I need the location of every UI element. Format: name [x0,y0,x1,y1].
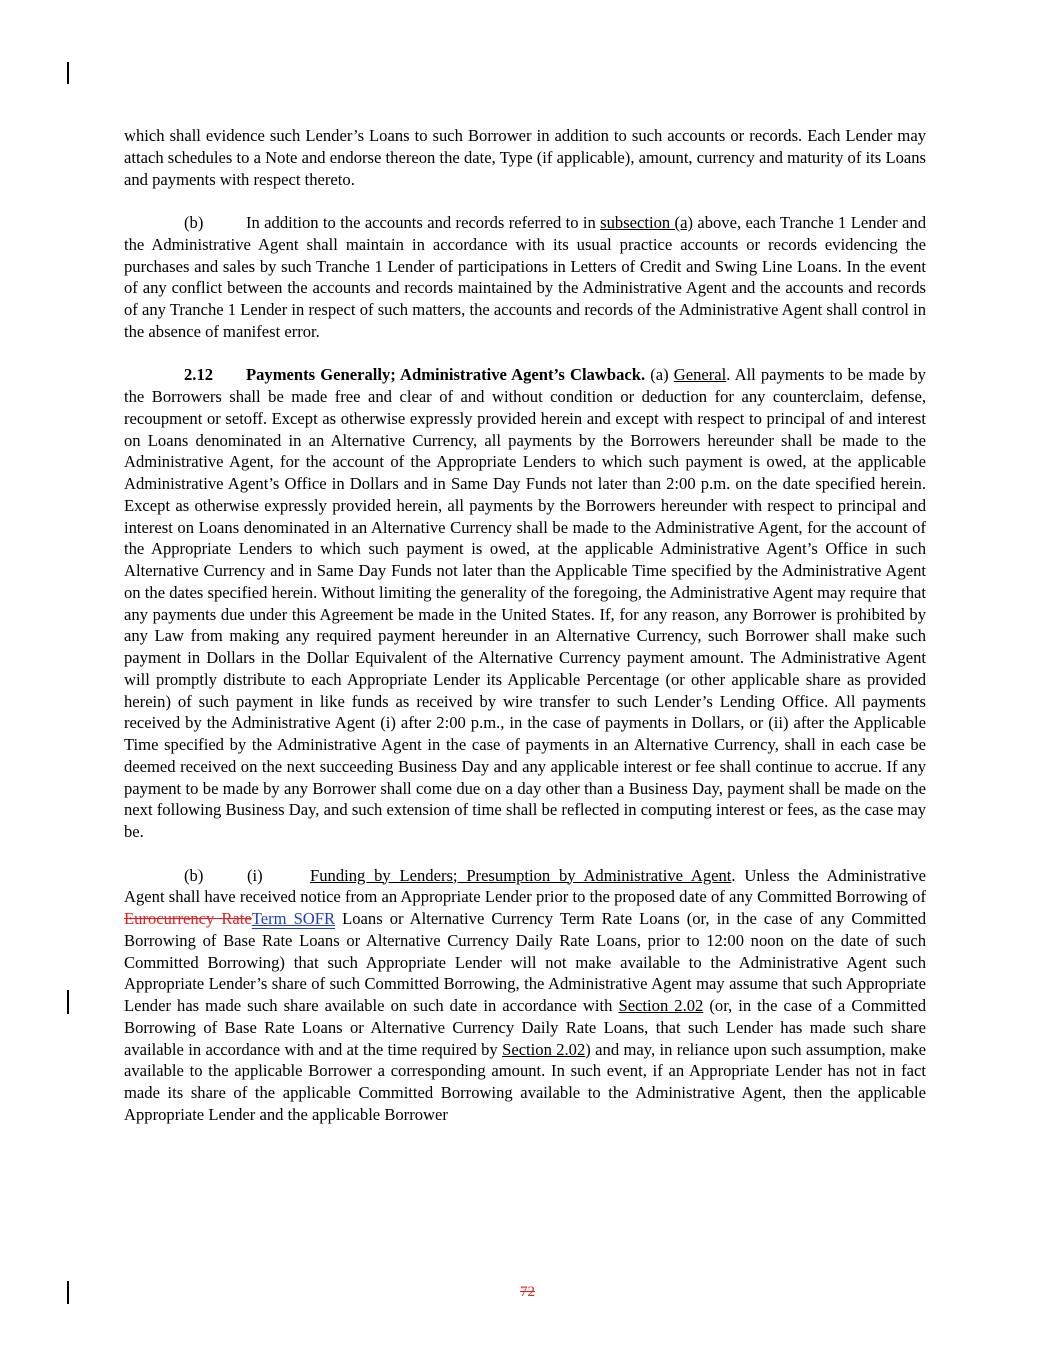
page-number: 72 [520,1284,535,1300]
inserted-text: Term SOFR [251,909,336,928]
sub-heading-general: General [673,365,727,385]
continuation-paragraph: which shall evidence such Lender’s Loans to such Borrower in addition to such accounts or records. Each Lender may attach schedules to a Note and endorse thereon the date, Type (if applicable), amount, currency and maturity of its Loans and payments with respect thereto. [124,126,926,189]
change-bar [67,62,69,84]
deleted-text: Eurocurrency Rate [124,909,252,928]
paragraph-b: (b) In addition to the accounts and records referred to in subsection (a) above, each Tranche 1 Lender and the Administrative Agent shall maintain in accordance with its usual practice accounts or records evidencing the purchases and sales by such Tranche 1 Lender of participations in Letters of Credit and Swing Line Loans. In the event of any conflict between the accounts and records maintained by the Administrative Agent and the accounts and records of any Tranche 1 Lender in respect of such matters, the accounts and records of the Administrative Agent shall control in the absence of manifest error. [124,213,927,341]
subsection-a-reference[interactable]: subsection (a) [600,213,693,232]
section-number: 2.12 [184,365,214,385]
section-2-02-reference[interactable]: Section 2.02 [502,1039,586,1059]
section-2-02-reference[interactable]: Section 2.02 [618,996,704,1015]
sub-heading-funding: Funding by Lenders; Presumption by Administrative Agent [310,865,732,885]
section-2-12: 2.12 Payments Generally; Administrative Agent’s Clawback. (a) General. All payments to be made by the Borrowers shall be made free and clear of and without condition or deduction for any counterclaim, defense, recoupment or setoff. Except as otherwise expressly provided herein and except with respect to principal of and interest on Loans denominated in an Alternative Currency, all payments by the Borrowers hereunder shall be made to the Administrative Agent, for the account of the Appropriate Lenders to which such payment is owed, at the applicable Administrative Agent’s Office in Dollars and in Same Day Funds not later than 2:00 p.m. on the date specified herein. Except as otherwise expressly provided herein, all payments by the Borrowers hereunder with respect to principal and interest on Loans denominated in an Alternative Currency shall be made to the Administrative Agent, for the account of the Appropriate Lenders to which such payment is owed, at the applicable Administrative Agent’s Office in such Alternative Currency and in Same Day Funds not later than the Applicable Time specified by the Administrative Agent on the dates specified herein. Without limiting the generality of the foregoing, the Administrative Agent may require that any payments due under this Agreement be made in the United States. If, for any reason, any Borrower is prohibited by any Law from making any required payment hereunder in an Alternative Currency, such Borrower shall make such payment in Dollars in the Dollar Equivalent of the Alternative Currency payment amount. The Administrative Agent will promptly distribute to each Appropriate Lender its Applicable Percentage (or other applicable share as provided herein) of such payment in like funds as received by wire transfer to such Lender’s Lending Office. All payments received by the Administrative Agent (i) after 2:00 p.m., in the case of payments in Dollars, or (ii) after the Applicable Time specified by the Administrative Agent in the case of payments in an Alternative Currency, shall in each case be deemed received on the next succeeding Business Day and any applicable interest or fee shall continue to accrue. If any payment to be made by any Borrower shall come due on a day other than a Business Day, payment shall be made on the next following Business Day, and such extension of time shall be reflected in computing interest or fees, as the case may be. [124,365,926,841]
section-title: Payments Generally; Administrative Agent’s Clawback. [246,365,646,385]
body-text [124,125,926,1147]
change-bar [67,990,69,1014]
paragraph-b-i: (b) (i) Funding by Lenders; Presumption by Administrative Agent. Unless the Administrative Agent shall have received notice from an Appropriate Lender prior to the proposed date of any Committed Borrowing of Eurocurrency RateTerm SOFR Loans or Alternative Currency Term Rate Loans (or, in the case of any Committed Borrowing of Base Rate Loans or Alternative Currency Daily Rate Loans, prior to 12:00 noon on the date of such Committed Borrowing) that such Appropriate Lender will not make available to the Administrative Agent such Appropriate Lender’s share of such Committed Borrowing, the Administrative Agent may assume that such Appropriate Lender has made such share available on such date in accordance with Section 2.02 (or, in the case of a Committed Borrowing of Base Rate Loans or Alternative Currency Daily Rate Loans, that such Lender has made such share available in accordance with and at the time required by Section 2.02) and may, in reliance upon such assumption, make available to the applicable Borrower a corresponding amount. In such event, if an Appropriate Lender has not in fact made its share of the applicable Committed Borrowing available to the Administrative Agent, then the applicable Appropriate Lender and the applicable Borrower [124,865,927,1124]
